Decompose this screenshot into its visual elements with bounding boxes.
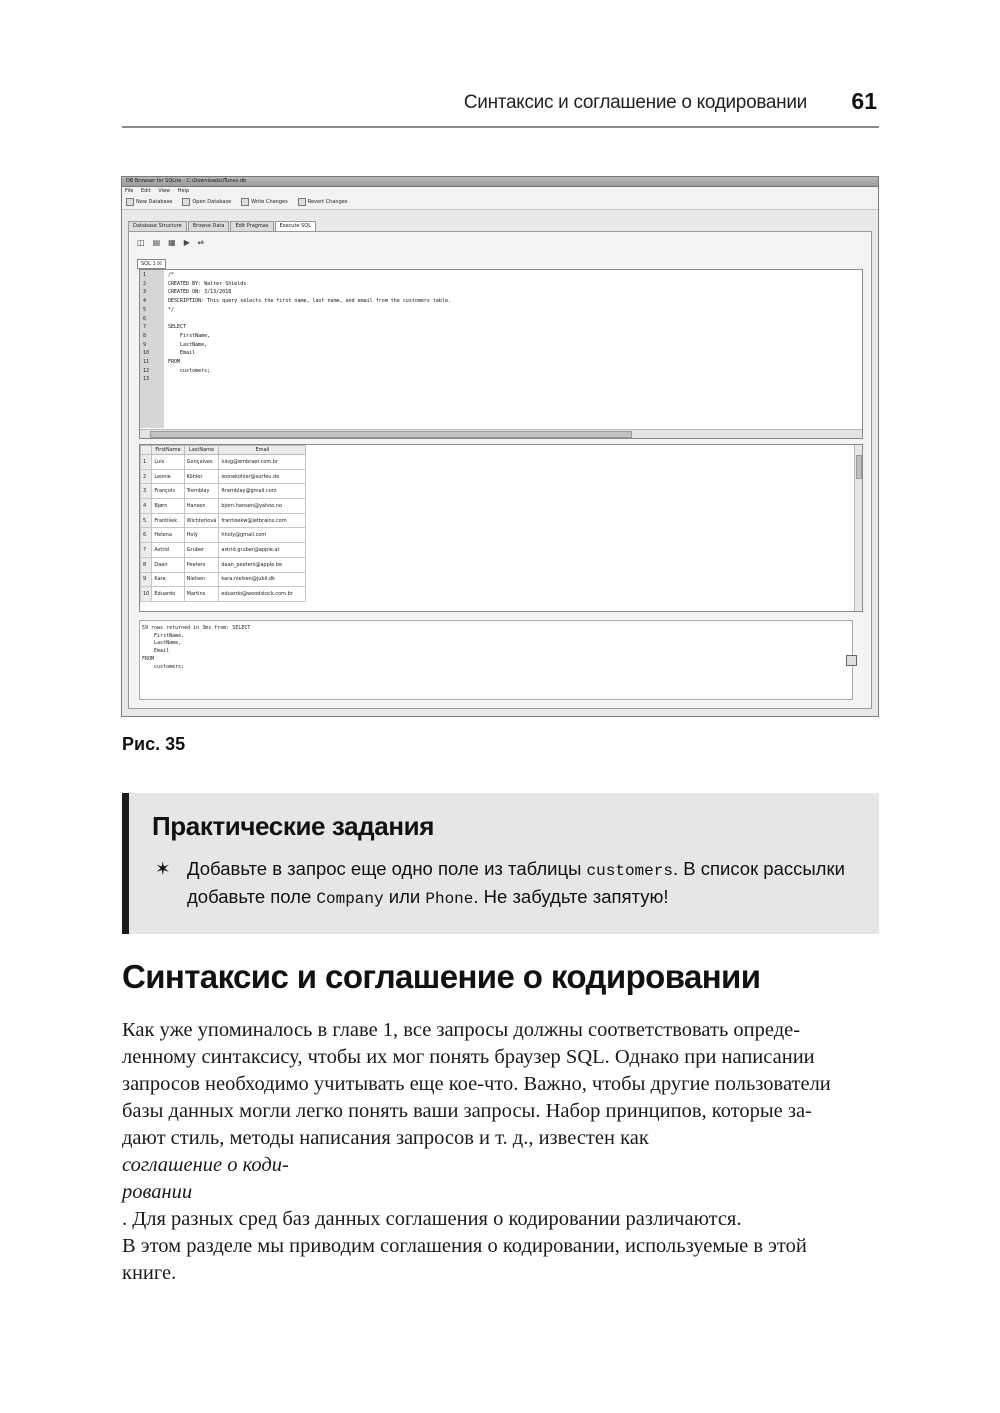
table-cell[interactable]: Luís <box>152 455 184 470</box>
horizontal-scrollbar[interactable] <box>140 429 862 438</box>
save-sql-icon[interactable]: ▤ <box>152 238 161 247</box>
table-cell[interactable]: Gruber <box>184 543 219 558</box>
vertical-scrollbar[interactable] <box>854 445 862 611</box>
row-number[interactable]: 6 <box>141 528 152 543</box>
paragraph-line: запросов необходимо учитывать еще кое-что. Важно, чтобы другие пользователи <box>122 1073 831 1095</box>
paragraph-line: книге. <box>122 1262 177 1284</box>
table-cell[interactable]: Holý <box>184 528 219 543</box>
table-cell[interactable]: Wichterlová <box>184 513 219 528</box>
code-customers: customers <box>586 862 673 880</box>
sql-toolbar <box>137 238 212 248</box>
table-cell[interactable]: Astrid <box>152 543 184 558</box>
table-cell[interactable]: František <box>152 513 184 528</box>
practice-title: Практические задания <box>152 811 434 841</box>
table-row[interactable] <box>141 499 306 514</box>
main-tabs <box>128 221 317 231</box>
figure-caption: Рис. 35 <box>122 734 186 754</box>
paragraph-line: ленному синтаксису, чтобы их мог понять браузер SQL. Однако при написании <box>122 1046 815 1068</box>
row-number[interactable]: 5 <box>141 513 152 528</box>
row-number[interactable]: 7 <box>141 543 152 558</box>
table-row[interactable] <box>141 469 306 484</box>
paragraph-line: ровании . Для разных сред баз данных соглашения о кодировании различаются. <box>122 1181 742 1230</box>
paragraph-line: дают стиль, методы написания запросов и т. д., известен как соглашение о коди- <box>122 1127 649 1176</box>
line-number-gutter: 1 2 3 4 5 6 7 8 9 10 11 12 13 <box>140 270 164 428</box>
section-title: Синтаксис и соглашение о кодировании <box>122 958 761 995</box>
undo-icon <box>298 198 306 206</box>
practice-box <box>122 793 879 934</box>
table-cell[interactable]: Nielsen <box>184 572 219 587</box>
table-cell[interactable]: daan_peeters@apple.be <box>219 557 306 572</box>
table-cell[interactable]: astrid.gruber@apple.at <box>219 543 306 558</box>
table-cell[interactable]: Martins <box>184 587 219 602</box>
revert-changes-button[interactable]: Revert Changes <box>298 198 348 206</box>
window-title: DB Browser for SQLite - C:\Downloads\iTunes.db <box>122 177 878 187</box>
new-database-button[interactable]: New Database <box>126 198 172 206</box>
table-cell[interactable]: Tremblay <box>184 484 219 499</box>
table-cell[interactable]: François <box>152 484 184 499</box>
toolbar <box>122 195 878 210</box>
results-grid <box>139 444 863 612</box>
paragraph-line: В этом разделе мы приводим соглашения о кодировании, используемые в этой <box>122 1235 807 1257</box>
table-row[interactable] <box>141 528 306 543</box>
row-number[interactable]: 2 <box>141 469 152 484</box>
open-database-button[interactable]: Open Database <box>182 198 231 206</box>
new-file-icon <box>126 198 134 206</box>
row-number[interactable]: 8 <box>141 557 152 572</box>
paragraph-line: базы данных могли легко понять ваши запросы. Набор принципов, которые за- <box>122 1100 812 1122</box>
table-cell[interactable]: kara.nielsen@jubii.dk <box>219 572 306 587</box>
sql-editor-tab[interactable]: SQL 1 ☒ <box>137 259 166 269</box>
table-row[interactable] <box>141 587 306 602</box>
results-table <box>140 445 306 602</box>
paragraph-line: Как уже упоминалось в главе 1, все запросы должны соответствовать опреде- <box>122 1019 801 1041</box>
page-number: 61 <box>851 88 877 114</box>
table-cell[interactable]: luisg@embraer.com.br <box>219 455 306 470</box>
menu-file[interactable]: File <box>125 188 134 194</box>
table-cell[interactable]: Bjørn <box>152 499 184 514</box>
code-phone: Phone <box>425 890 474 908</box>
table-row[interactable] <box>141 455 306 470</box>
execute-line-icon[interactable]: ⏯ <box>197 238 205 247</box>
tab-database-structure[interactable]: Database Structure <box>128 221 187 231</box>
row-number[interactable]: 10 <box>141 587 152 602</box>
clear-icon[interactable] <box>846 655 857 666</box>
sql-editor[interactable] <box>139 269 863 439</box>
column-header[interactable]: Email <box>219 446 306 455</box>
row-number[interactable]: 4 <box>141 499 152 514</box>
table-row[interactable] <box>141 572 306 587</box>
table-cell[interactable]: Daan <box>152 557 184 572</box>
body-paragraph <box>122 1017 879 1287</box>
row-number[interactable]: 1 <box>141 455 152 470</box>
tab-edit-pragmas[interactable]: Edit Pragmas <box>230 221 273 231</box>
menu-view[interactable]: View <box>158 188 171 194</box>
print-icon[interactable]: ▦ <box>168 238 176 247</box>
open-folder-icon <box>182 198 190 206</box>
practice-item: ✶ Добавьте в запрос еще одно поле из таблицы customers. В список рассылки добавьте поле Company или Phone. Не забудьте запятую! <box>155 858 845 908</box>
write-changes-button[interactable]: Write Changes <box>241 198 288 206</box>
column-header[interactable]: LastName <box>184 446 219 455</box>
table-row[interactable] <box>141 543 306 558</box>
table-cell[interactable]: Helena <box>152 528 184 543</box>
menu-help[interactable]: Help <box>177 188 190 194</box>
code-company: Company <box>316 890 384 908</box>
running-header <box>122 88 879 128</box>
table-cell[interactable]: bjorn.hansen@yahoo.no <box>219 499 306 514</box>
term-coding-convention: соглашение о коди- <box>122 1154 289 1176</box>
save-icon <box>241 198 249 206</box>
table-cell[interactable]: frantisekw@jetbrains.com <box>219 513 306 528</box>
row-number[interactable]: 9 <box>141 572 152 587</box>
table-cell[interactable]: Peeters <box>184 557 219 572</box>
tab-execute-sql[interactable]: Execute SQL <box>275 221 316 231</box>
table-row[interactable] <box>141 484 306 499</box>
table-cell[interactable]: Köhler <box>184 469 219 484</box>
tab-browse-data[interactable]: Browse Data <box>188 221 230 231</box>
table-cell[interactable]: Eduardo <box>152 587 184 602</box>
close-icon[interactable]: ☒ <box>157 261 162 267</box>
execute-sql-panel <box>128 231 872 709</box>
column-header[interactable]: FirstName <box>152 446 184 455</box>
open-tab-icon[interactable]: ◫ <box>137 238 145 247</box>
table-cell[interactable]: Kara <box>152 572 184 587</box>
table-cell[interactable]: hholy@gmail.com <box>219 528 306 543</box>
sql-code: /* CREATED BY: Walter Shields CREATED ON: 3/13/2018 DESCRIPTION: This query selects the first name, last name, and email from the customers table. */ SELECT FirstName, LastName, Email FROM customers; <box>168 272 451 374</box>
star-bullet-icon: ✶ <box>155 858 171 879</box>
running-title: Синтаксис и соглашение о кодировании <box>463 92 807 113</box>
table-row[interactable] <box>141 557 306 572</box>
table-cell[interactable]: leonekohler@surfeu.de <box>219 469 306 484</box>
table-cell[interactable]: Leonie <box>152 469 184 484</box>
table-cell[interactable]: eduardo@woodstock.com.br <box>219 587 306 602</box>
screenshot-figure <box>121 176 879 717</box>
message-pane: 59 rows returned in 3ms from: SELECT FirstName, LastName, Email FROM customers; <box>139 620 853 700</box>
menu-bar <box>122 187 878 195</box>
table-cell[interactable]: Gonçalves <box>184 455 219 470</box>
menu-edit[interactable]: Edit <box>140 188 151 194</box>
table-row[interactable] <box>141 513 306 528</box>
execute-icon[interactable]: ▶ <box>183 238 190 247</box>
table-cell[interactable]: Hansen <box>184 499 219 514</box>
table-cell[interactable]: ftremblay@gmail.com <box>219 484 306 499</box>
row-number[interactable]: 3 <box>141 484 152 499</box>
